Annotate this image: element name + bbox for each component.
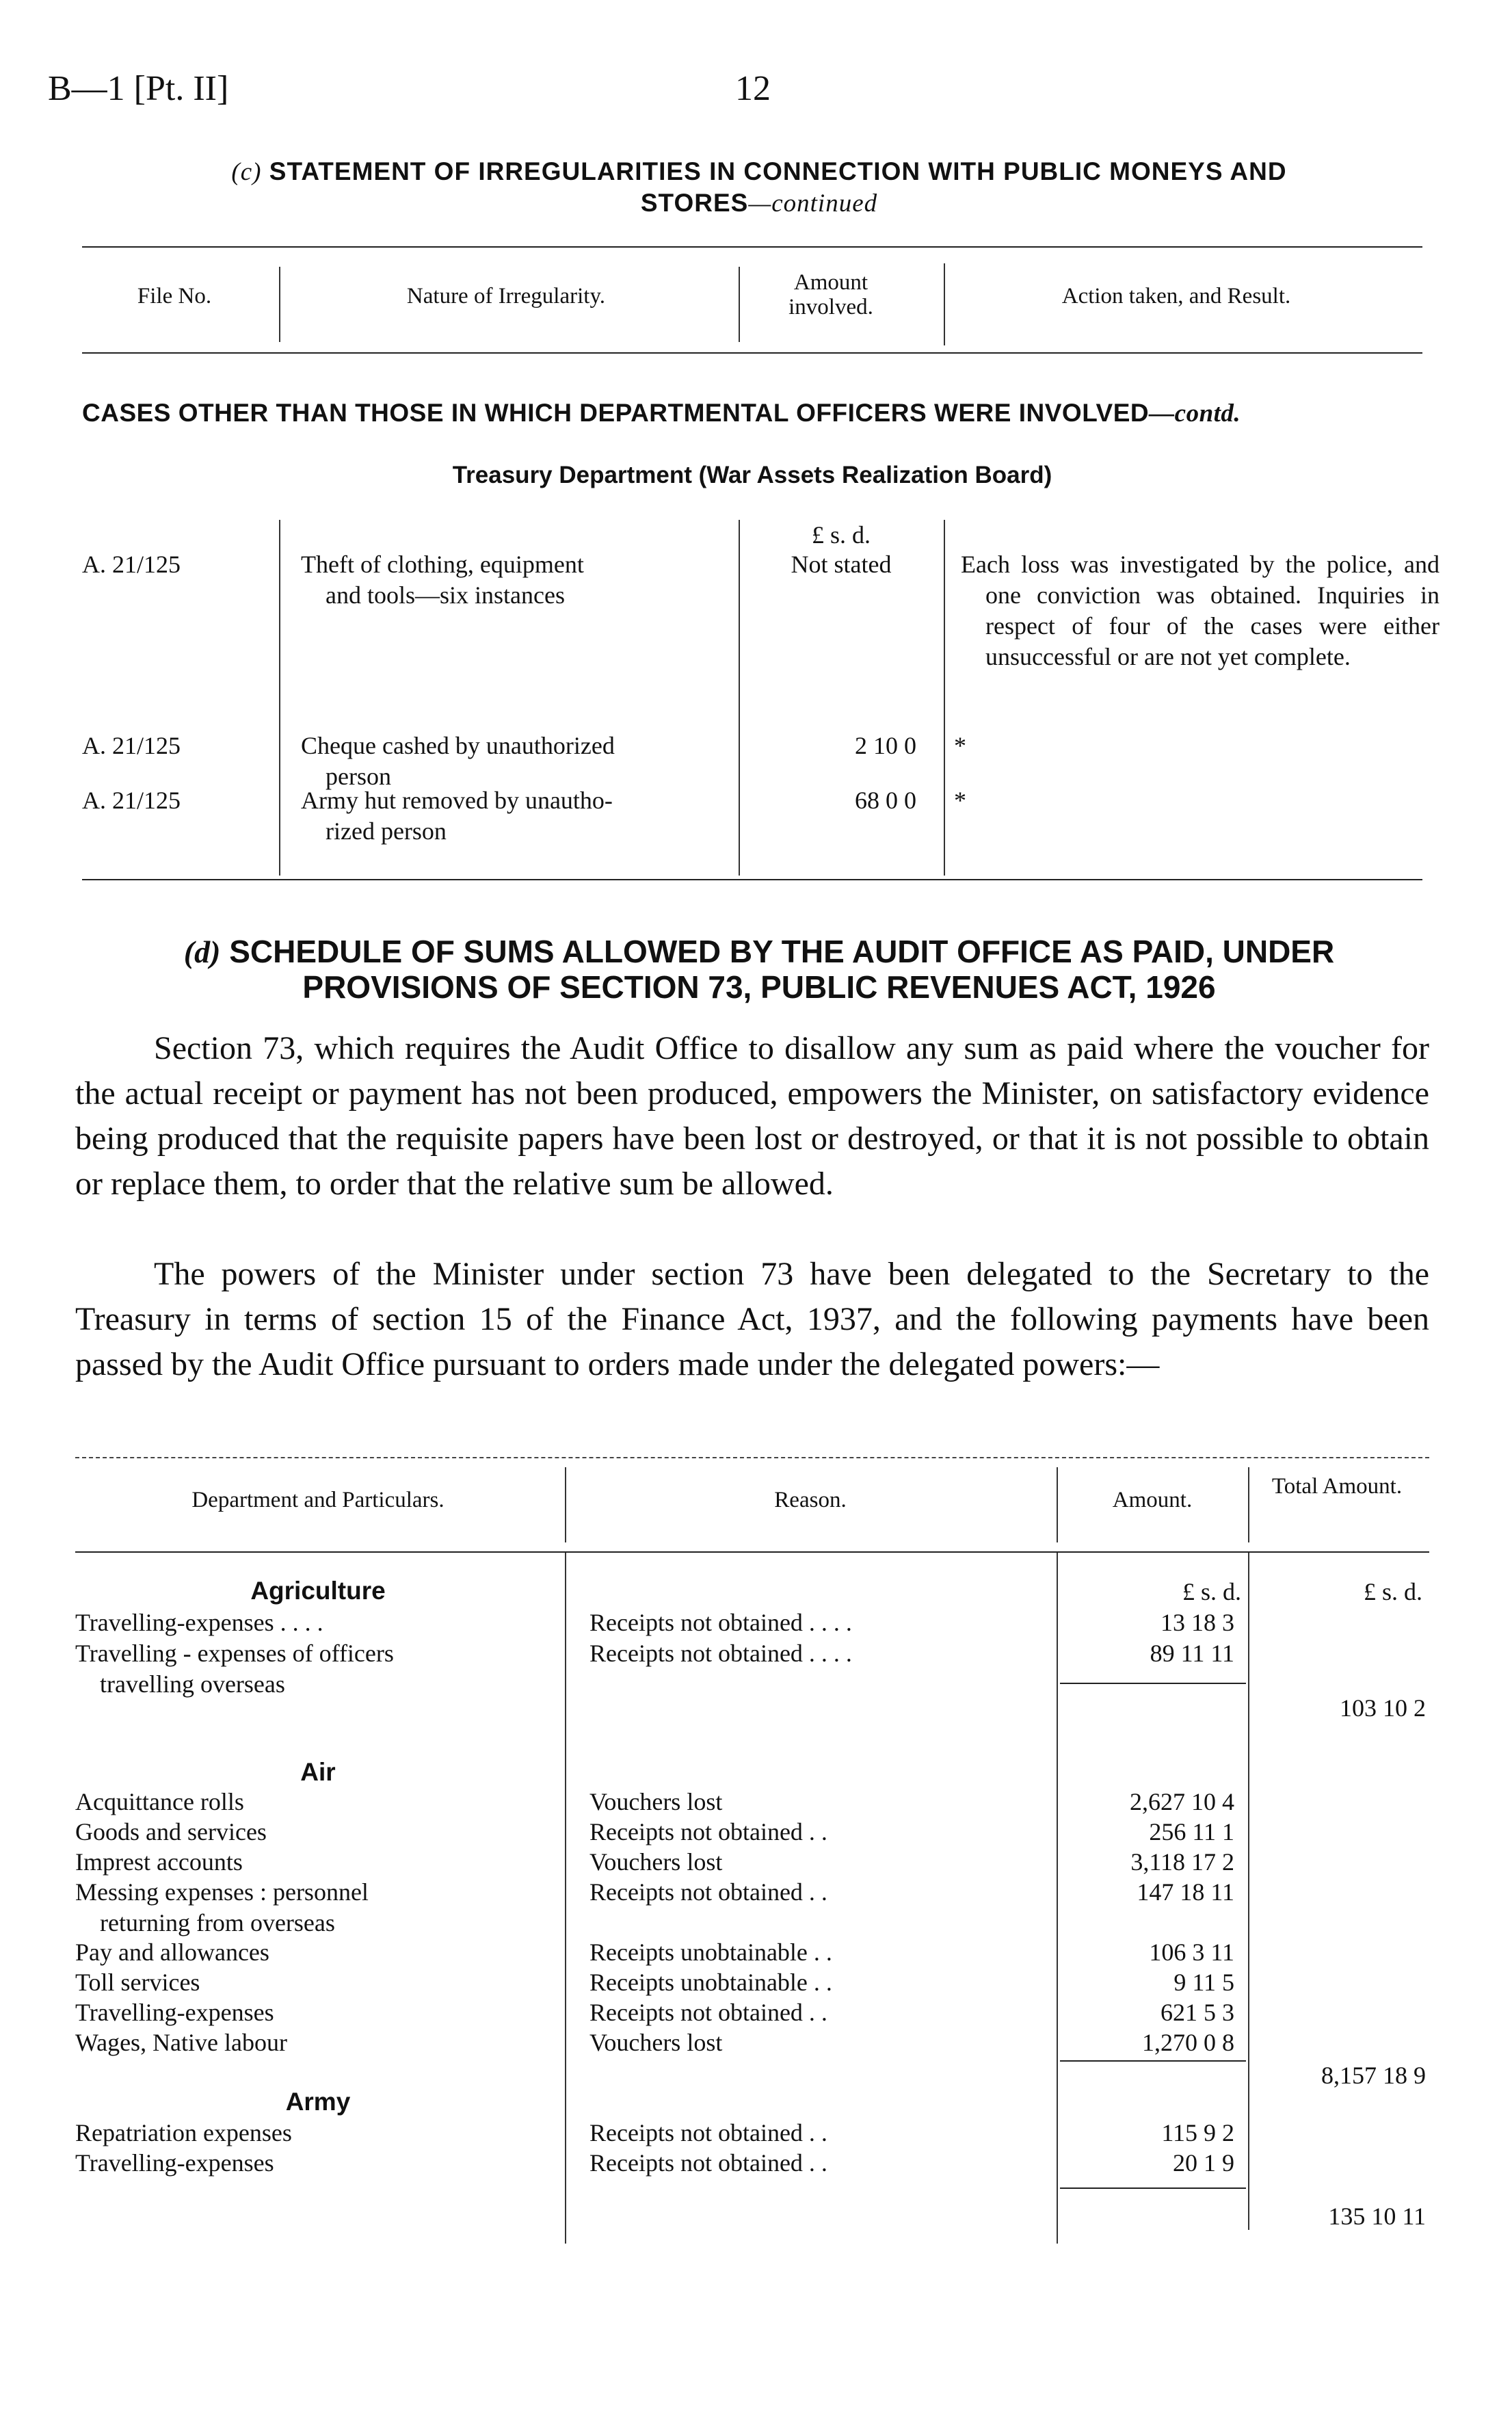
section-c-title: (c) STATEMENT OF IRREGULARITIES IN CONNECTION WITH PUBLIC MONEYS AND [231, 157, 1287, 186]
list-item-reason: Vouchers lost [589, 1848, 723, 1876]
subtotal-rule [1060, 2187, 1246, 2189]
amount-currency-header: £ s. d. [1182, 1578, 1241, 1605]
table-rule-bottom [82, 879, 1422, 880]
col-divider [565, 1467, 566, 1542]
currency-header: £ s. d. [811, 521, 871, 549]
list-item-amount: 2,627 10 4 [1130, 1788, 1234, 1815]
list-item-amount: 621 5 3 [1160, 1999, 1234, 2026]
list-item-amount: 20 1 9 [1173, 2149, 1234, 2177]
list-item-reason: Receipts unobtainable . . [589, 1939, 832, 1966]
list-item: Travelling-expenses . . . . [75, 1609, 323, 1636]
col-department: Department and Particulars. [191, 1488, 445, 1512]
col-amount: Amount. [1112, 1488, 1193, 1512]
subtotal-rule [1060, 2060, 1246, 2062]
list-item: Toll services [75, 1969, 200, 1996]
group-heading-army: Army [285, 2088, 351, 2116]
col-divider [944, 520, 945, 876]
list-item-reason: Receipts not obtained . . [589, 2119, 827, 2146]
list-item-amount: 147 18 11 [1137, 1878, 1234, 1906]
list-item-reason: Receipts not obtained . . [589, 1818, 827, 1845]
group-heading-air: Air [300, 1758, 336, 1786]
col-divider [565, 1553, 566, 2244]
list-item-reason: Receipts not obtained . . . . [589, 1640, 852, 1667]
department-heading: Treasury Department (War Assets Realization Board) [452, 462, 1052, 488]
list-item: Repatriation expenses [75, 2119, 292, 2146]
list-item: Travelling - expenses of officers travelling overseas [75, 1640, 394, 1698]
table-row-action: * [954, 787, 966, 814]
section-d-title: (d) SCHEDULE OF SUMS ALLOWED BY THE AUDIT OFFICE AS PAID, UNDER [183, 934, 1335, 969]
list-item: Travelling-expenses [75, 2149, 274, 2177]
total-currency-header: £ s. d. [1363, 1578, 1422, 1605]
col-file-no: File No. [137, 284, 212, 308]
col-divider [1057, 1553, 1058, 2244]
paragraph-2: The powers of the Minister under section 73 have been delegated to the Secretary to the Treasury in terms of section 15 of the Finance Act, 1937, and the following payments have been passed by the Audit Office pursuant to orders made under the delegated powers:— [75, 1256, 1429, 1382]
table-row-action: Each loss was investigated by the police, and one conviction was obtained. Inquiries in respect of four of the cases were either unsuccessful or are not yet complete. [961, 551, 1440, 670]
list-item-amount: 3,118 17 2 [1130, 1848, 1234, 1876]
list-item-reason: Receipts not obtained . . [589, 2149, 827, 2177]
subtotal-rule [1060, 1683, 1246, 1684]
group-total: 135 10 11 [1328, 2203, 1426, 2230]
table-row-file: A. 21/125 [82, 787, 181, 814]
list-item-amount: 1,270 0 8 [1142, 2029, 1234, 2056]
table-row-amount: 2 10 0 [855, 732, 916, 759]
page-reference: B—1 [Pt. II] [48, 69, 229, 108]
col-divider [1248, 1467, 1249, 1542]
list-item-reason: Receipts not obtained . . [589, 1999, 827, 2026]
table-row-amount: Not stated [791, 551, 892, 578]
col-divider [279, 520, 280, 876]
header-rule-bottom [82, 352, 1422, 354]
paragraph-1: Section 73, which requires the Audit Office to disallow any sum as paid where the voucher for the actual receipt or payment has not been produced, empowers the Minister, on satisfactory evidence being produced that the requisite papers have been lost or destroyed, or that it is not possible to obtain or replace them, to order that the relative sum be allowed. [75, 1030, 1429, 1202]
page-number: 12 [735, 69, 771, 108]
group-total: 103 10 2 [1340, 1694, 1426, 1722]
col-reason: Reason. [774, 1488, 847, 1512]
table-row-nature: Cheque cashed by unauthorized person [301, 732, 615, 790]
list-item-reason: Receipts unobtainable . . [589, 1969, 832, 1996]
col-divider [279, 267, 280, 342]
table-row-nature: Theft of clothing, equipment and tools—six instances [301, 551, 584, 609]
list-item-reason: Vouchers lost [589, 2029, 723, 2056]
list-item: Acquittance rolls [75, 1788, 244, 1815]
schedule-rule-header [75, 1551, 1429, 1553]
col-divider [1057, 1467, 1058, 1542]
list-item-amount: 9 11 5 [1173, 1969, 1234, 1996]
table-row-action: * [954, 732, 966, 759]
col-divider [1248, 1553, 1249, 2230]
list-item-amount: 89 11 11 [1150, 1640, 1234, 1667]
cases-subheading: CASES OTHER THAN THOSE IN WHICH DEPARTMENTAL OFFICERS WERE INVOLVED—contd. [82, 399, 1241, 428]
list-item: Travelling-expenses [75, 1999, 274, 2026]
header-rule-top [82, 246, 1422, 248]
list-item-reason: Vouchers lost [589, 1788, 723, 1815]
list-item-reason: Receipts not obtained . . [589, 1878, 827, 1906]
list-item-amount: 106 3 11 [1149, 1939, 1234, 1966]
group-heading-agriculture: Agriculture [250, 1577, 386, 1605]
list-item-amount: 13 18 3 [1160, 1609, 1234, 1636]
list-item: Pay and allowances [75, 1939, 269, 1966]
col-nature: Nature of Irregularity. [406, 284, 606, 308]
col-amount: Amount involved. [788, 270, 873, 319]
list-item-amount: 115 9 2 [1161, 2119, 1234, 2146]
list-item: Imprest accounts [75, 1848, 243, 1876]
list-item: Messing expenses : personnel returning from overseas [75, 1878, 369, 1936]
col-divider [739, 267, 740, 342]
list-item: Goods and services [75, 1818, 267, 1845]
col-action: Action taken, and Result. [1061, 284, 1291, 308]
table-row-file: A. 21/125 [82, 551, 181, 578]
section-c-title-line2: STORES—continued [640, 189, 878, 218]
schedule-rule-top [75, 1457, 1429, 1458]
table-row-amount: 68 0 0 [855, 787, 916, 814]
list-item-reason: Receipts not obtained . . . . [589, 1609, 852, 1636]
col-divider [944, 263, 945, 345]
list-item-amount: 256 11 1 [1149, 1818, 1234, 1845]
col-divider [739, 520, 740, 876]
col-total: Total Amount. [1271, 1474, 1403, 1499]
group-total: 8,157 18 9 [1321, 2062, 1426, 2089]
section-d-title-line2: PROVISIONS OF SECTION 73, PUBLIC REVENUES ACT, 1926 [302, 969, 1216, 1005]
list-item: Wages, Native labour [75, 2029, 287, 2056]
table-row-nature: Army hut removed by unautho- rized person [301, 787, 613, 845]
table-row-file: A. 21/125 [82, 732, 181, 759]
